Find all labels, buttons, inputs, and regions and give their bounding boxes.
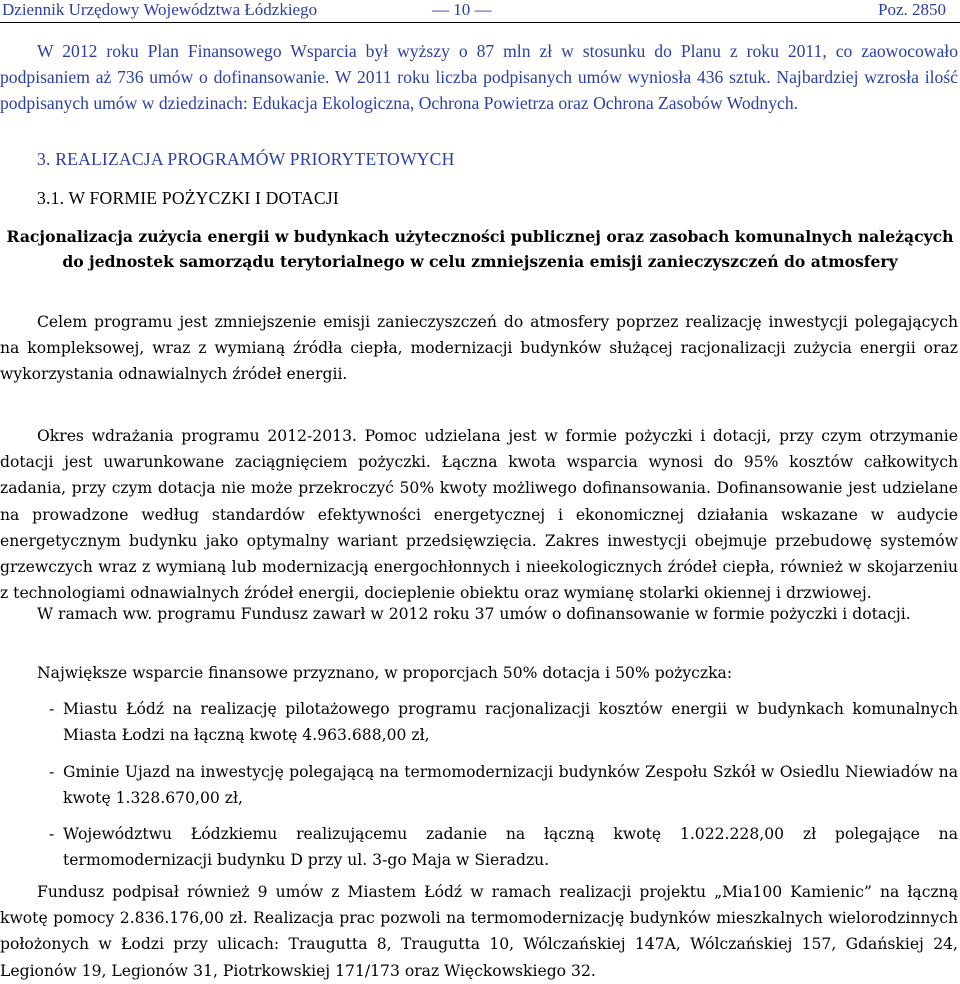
list-item	[49, 696, 958, 748]
intro-text: W 2012 roku Plan Finansowego Wsparcia był wyższy o 87 mln zł w stosunku do Planu z roku 2011, co zaowocowało podpisaniem aż 736 umów o dofinansowanie. W 2011 roku liczba podpisanych umów wyniosła 436 sztuk. Najbardziej wzrosła ilość podpisanych umów w dziedzinach: Edukacja Ekologiczna, Ochrona Powietrza oraz Ochrona Zasobów Wodnych.	[0, 41, 958, 113]
contracts-paragraph	[0, 601, 958, 627]
list-item-text: Województwu Łódzkiemu realizującemu zadanie na łączną kwotę 1.022.228,00 zł polegające na termomodernizacji budynku D przy ul. 3-go Maja w Sieradzu.	[63, 825, 958, 870]
largest-support-text: Największe wsparcie finansowe przyznano, w proporcjach 50% dotacja i 50% pożyczka:	[37, 664, 733, 682]
fundusz-paragraph	[0, 879, 958, 984]
program-title: Racjonalizacja zużycia energii w budynkach użyteczności publicznej oraz zasobach komunalnych należących do jednostek samorządu terytorialnego w celu zmniejszenia emisji zanieczyszczeń do atmosfery	[6, 227, 954, 271]
program-goal-paragraph	[0, 309, 958, 388]
list-dash: -	[49, 700, 55, 718]
page-number: — 10 —	[432, 0, 492, 19]
program-goal-text: Celem programu jest zmniejszenie emisji zanieczyszczeń do atmosfery poprzez realizację inwestycji polegających na kompleksowej, wraz z wymianą źródła ciepła, modernizacji budynków służącej racjonalizacji zużycia energii oraz wykorzystania odnawialnych źródeł energii.	[0, 313, 958, 384]
fundusz-text: Fundusz podpisał również 9 umów z Miastem Łódź w ramach realizacji projektu „Mia100 Kamienic” na łączną kwotę pomocy 2.836.176,00 zł. Realizacja prac pozwoli na termomodernizację budynków mieszkalnych wielorodzinnych położonych w Łodzi przy ulicach: Traugutta 8, Traugutta 10, Wólczańskiej 147A, Wólczańskiej 157, Gdańskiej 24, Legionów 19, Legionów 31, Piotrkowskiej 171/173 oraz Więckowskiego 32.	[0, 883, 958, 980]
list-item	[49, 821, 958, 873]
program-period-paragraph	[0, 423, 958, 606]
list-dash: -	[49, 825, 55, 843]
list-item-text: Miastu Łódź na realizację pilotażowego programu racjonalizacji kosztów energii w budynkach komunalnych Miasta Łodzi na łączną kwotę 4.963.688,00 zł,	[63, 700, 958, 745]
subsection-heading: 3.1. W FORMIE POŻYCZKI I DOTACJI	[37, 188, 339, 208]
list-item	[49, 759, 958, 811]
list-dash: -	[49, 763, 55, 781]
journal-title: Dziennik Urzędowy Województwa Łódzkiego	[2, 0, 318, 19]
contracts-text: W ramach ww. programu Fundusz zawarł w 2012 roku 37 umów o dofinansowanie w formie pożyczki i dotacji.	[37, 605, 911, 623]
program-period-text: Okres wdrażania programu 2012-2013. Pomoc udzielana jest w formie pożyczki i dotacji, przy czym otrzymanie dotacji jest uwarunkowane zaciągnięciem pożyczki. Łączna kwota wsparcia wynosi do 95% kosztów całkowitych zadania, przy czym dotacja nie może przekroczyć 50% kwoty możliwego dofinansowania. Dofinansowanie jest udzielane na prowadzone według standardów efektywności energetycznej i ekonomicznej działania wskazane w audycie energetycznym budynku jako optymalny wariant przedsięwzięcia. Zakres inwestycji obejmuje przebudowę systemów grzewczych wraz z wymianą lub modernizacją energochłonnych i nieekologicznych źródeł ciepła, również w skojarzeniu z technologiami odnawialnych źródeł energii, docieplenie obiektu oraz wymianę stolarki okiennej i drzwiowej.	[0, 427, 958, 603]
page-header	[0, 0, 960, 23]
position-number: Poz. 2850	[878, 0, 946, 19]
largest-support-paragraph	[0, 660, 958, 686]
intro-paragraph	[0, 38, 958, 116]
list-item-text: Gminie Ujazd na inwestycję polegającą na termomodernizacji budynków Zespołu Szkół w Osiedlu Niewiadów na kwotę 1.328.670,00 zł,	[63, 763, 958, 808]
section-heading: 3. REALIZACJA PROGRAMÓW PRIORYTETOWYCH	[37, 149, 455, 169]
